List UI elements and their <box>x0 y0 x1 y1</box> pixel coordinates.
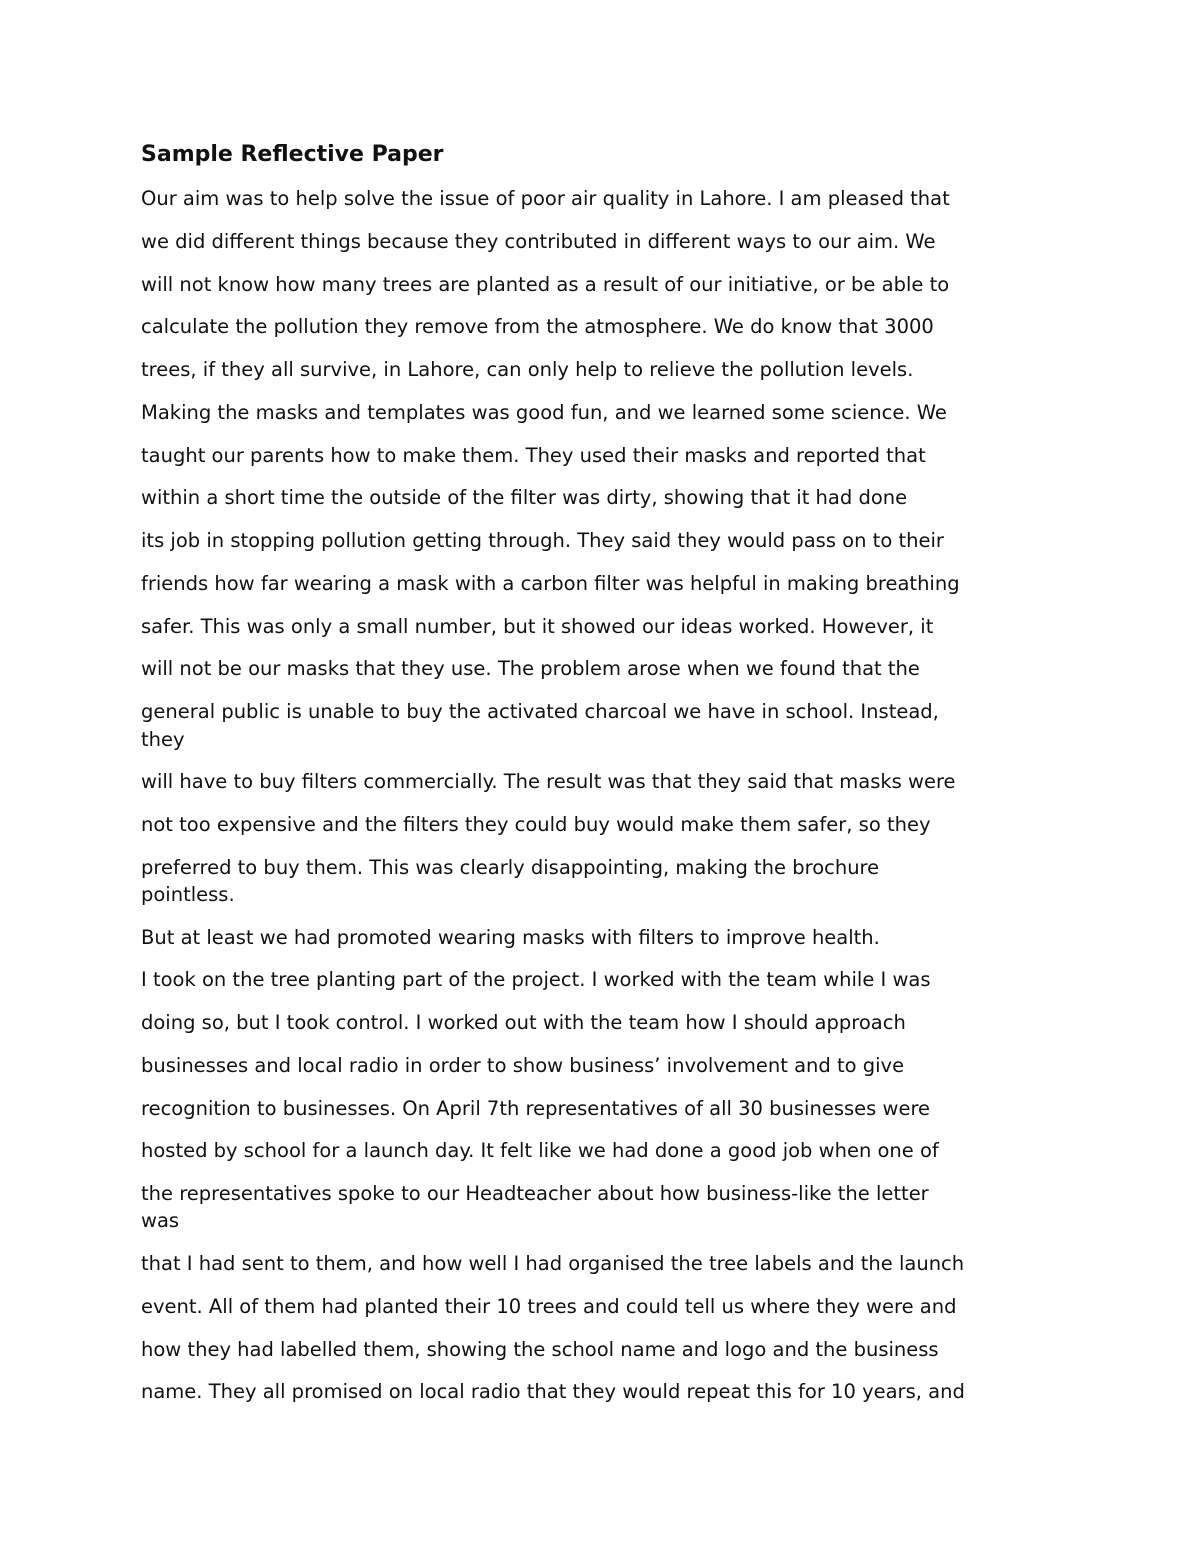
text-line: safer. This was only a small number, but it showed our ideas worked. However, it <box>141 615 934 638</box>
text-line: taught our parents how to make them. They used their masks and reported that <box>141 444 926 467</box>
text-line: doing so, but I took control. I worked out with the team how I should approach <box>141 1011 906 1034</box>
text-line: the representatives spoke to our Headteacher about how business-like the letter <box>141 1182 929 1205</box>
text-line: preferred to buy them. This was clearly disappointing, making the brochure <box>141 856 880 879</box>
text-line: pointless. <box>141 883 235 906</box>
text-line: Our aim was to help solve the issue of poor air quality in Lahore. I am pleased that <box>141 187 950 210</box>
text-line: within a short time the outside of the filter was dirty, showing that it had done <box>141 486 908 509</box>
text-line: will have to buy filters commercially. The result was that they said that masks were <box>141 770 956 793</box>
text-line: name. They all promised on local radio that they would repeat this for 10 years, and <box>141 1380 965 1403</box>
text-line: calculate the pollution they remove from the atmosphere. We do know that 3000 <box>141 315 934 338</box>
text-line: they <box>141 728 185 751</box>
text-line: will not know how many trees are planted as a result of our initiative, or be able to <box>141 273 950 296</box>
text-line: its job in stopping pollution getting through. They said they would pass on to their <box>141 529 944 552</box>
text-line: But at least we had promoted wearing masks with filters to improve health. <box>141 926 880 949</box>
text-line: will not be our masks that they use. The problem arose when we found that the <box>141 657 920 680</box>
text-line: recognition to businesses. On April 7th representatives of all 30 businesses were <box>141 1097 931 1120</box>
text-line: that I had sent to them, and how well I had organised the tree labels and the launch <box>141 1252 965 1275</box>
text-line: friends how far wearing a mask with a carbon filter was helpful in making breathing <box>141 572 960 595</box>
text-line: Making the masks and templates was good fun, and we learned some science. We <box>141 401 947 424</box>
text-line: businesses and local radio in order to show business’ involvement and to give <box>141 1054 905 1077</box>
text-line: was <box>141 1209 180 1232</box>
text-line: not too expensive and the filters they could buy would make them safer, so they <box>141 813 931 836</box>
text-line: I took on the tree planting part of the project. I worked with the team while I was <box>141 968 931 991</box>
text-line: hosted by school for a launch day. It felt like we had done a good job when one of <box>141 1139 939 1162</box>
text-line: how they had labelled them, showing the school name and logo and the business <box>141 1338 939 1361</box>
document-title: Sample Reflective Paper <box>141 142 444 167</box>
text-line: general public is unable to buy the activated charcoal we have in school. Instead, <box>141 700 939 723</box>
text-line: we did different things because they contributed in different ways to our aim. We <box>141 230 936 253</box>
text-line: event. All of them had planted their 10 trees and could tell us where they were and <box>141 1295 957 1318</box>
text-line: trees, if they all survive, in Lahore, can only help to relieve the pollution levels. <box>141 358 914 381</box>
